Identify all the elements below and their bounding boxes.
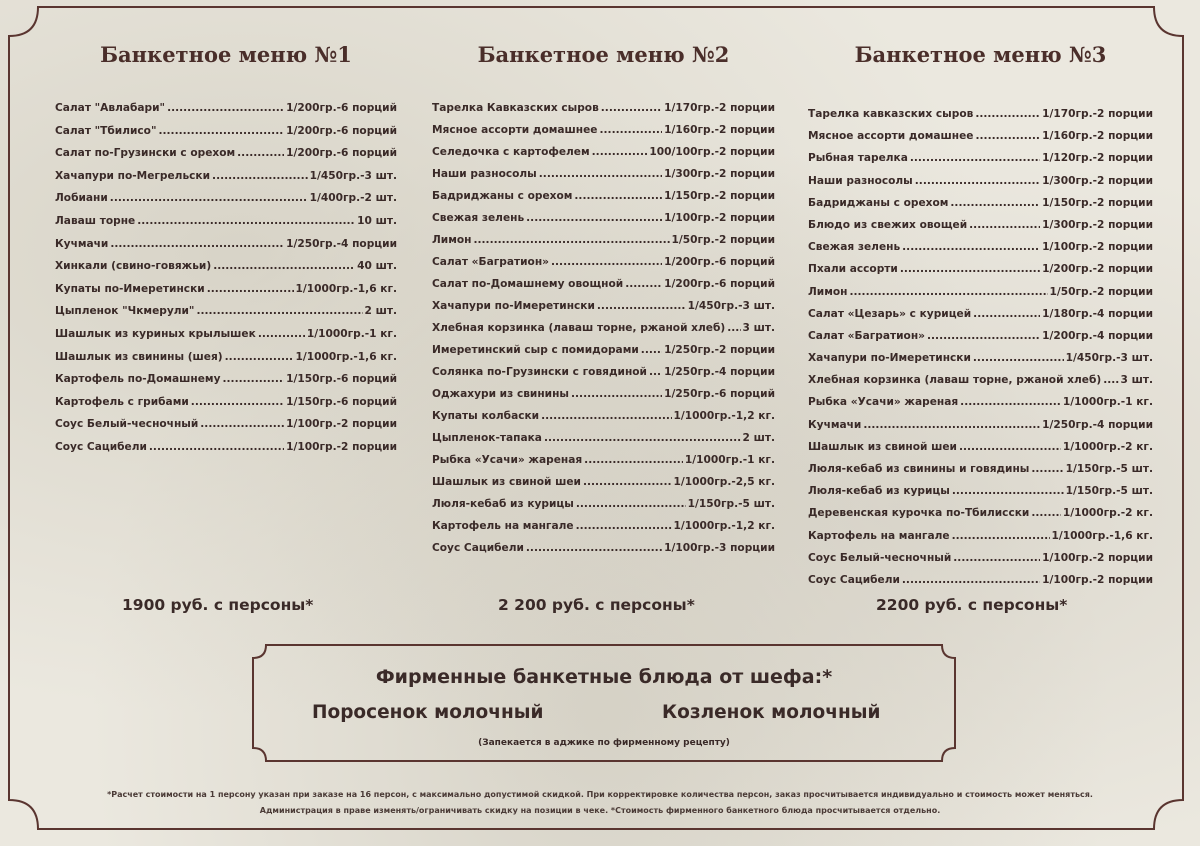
menu-item: Картофель с грибами ..... 1/150гр.-6 порций bbox=[55, 391, 397, 414]
menu-item: Рыбка «Усачи» жареная ..... 1/1000гр.-1 кг. bbox=[808, 391, 1153, 413]
menu-item: Мясное ассорти домашнее ..... 1/160гр.-2 порции bbox=[808, 125, 1153, 147]
menu-item: Хинкали (свино-говяжьи) ..... 40 шт. bbox=[55, 255, 397, 278]
menu-item: Картофель на мангале ..... 1/1000гр.-1,6 кг. bbox=[808, 525, 1153, 547]
menu-item: Люля-кебаб из курицы ..... 1/150гр.-5 шт. bbox=[432, 493, 775, 515]
menu-item: Салат по-Грузински с орехом ..... 1/200гр.-6 порций bbox=[55, 142, 397, 165]
menu-item: Лимон ..... 1/50гр.-2 порции bbox=[432, 229, 775, 251]
price-2: 2 200 руб. с персоны* bbox=[498, 596, 695, 614]
menu-item: Салат "Тбилисо" ..... 1/200гр.-6 порций bbox=[55, 120, 397, 143]
menu-item: Солянка по-Грузински с говядиной ..... 1/250гр.-4 порции bbox=[432, 361, 775, 383]
menu-item: Цыпленок-тапака ..... 2 шт. bbox=[432, 427, 775, 449]
menu-column-1 bbox=[55, 42, 397, 459]
chef-dish-2: Козленок молочный bbox=[662, 702, 881, 723]
menu-item: Купаты по-Имеретински ..... 1/1000гр.-1,6 кг. bbox=[55, 278, 397, 301]
footnote-line-1: *Расчет стоимости на 1 персону указан при заказе на 16 персон, с максимально допустимой скидкой. При корректировке количества персон, заказ просчитывается индивидуально и стоимость может меняться. bbox=[107, 790, 1093, 799]
menu-item: Имеретинский сыр с помидорами ..... 1/250гр.-2 порции bbox=[432, 339, 775, 361]
chef-specials-box bbox=[252, 644, 956, 762]
chef-dish-1: Поросенок молочный bbox=[312, 702, 544, 723]
menu-item: Рыбная тарелка ..... 1/120гр.-2 порции bbox=[808, 147, 1153, 169]
menu-item: Селедочка с картофелем ..... 100/100гр.-2 порции bbox=[432, 141, 775, 163]
menu-item: Кучмачи ..... 1/250гр.-4 порции bbox=[808, 414, 1153, 436]
menu-item: Тарелка Кавказских сыров ..... 1/170гр.-2 порции bbox=[432, 97, 775, 119]
price-1: 1900 руб. с персоны* bbox=[122, 596, 314, 614]
menu-item: Кучмачи ..... 1/250гр.-4 порции bbox=[55, 233, 397, 256]
menu-item: Бадриджаны с орехом ..... 1/150гр.-2 порции bbox=[432, 185, 775, 207]
menu-item: Свежая зелень ..... 1/100гр.-2 порции bbox=[432, 207, 775, 229]
menu-item: Наши разносолы ..... 1/300гр.-2 порции bbox=[808, 170, 1153, 192]
menu-item: Лимон ..... 1/50гр.-2 порции bbox=[808, 281, 1153, 303]
menu-item: Соус Белый-чесночный ..... 1/100гр.-2 порции bbox=[55, 413, 397, 436]
menu-title-2: Банкетное меню №2 bbox=[477, 42, 730, 67]
chef-specials-title: Фирменные банкетные блюда от шефа:* bbox=[375, 666, 833, 688]
menu-title-1: Банкетное меню №1 bbox=[100, 42, 352, 67]
menu-item: Лаваш торне ..... 10 шт. bbox=[55, 210, 397, 233]
menu-items-1 bbox=[55, 97, 397, 459]
menu-item: Шашлык из куриных крылышек ..... 1/1000гр.-1 кг. bbox=[55, 323, 397, 346]
menu-item: Картофель на мангале ..... 1/1000гр.-1,2 кг. bbox=[432, 515, 775, 537]
menu-item: Свежая зелень ..... 1/100гр.-2 порции bbox=[808, 236, 1153, 258]
menu-item: Шашлык из свинины (шея) ..... 1/1000гр.-1,6 кг. bbox=[55, 346, 397, 369]
menu-item: Салат «Багратион» ..... 1/200гр.-4 порции bbox=[808, 325, 1153, 347]
menu-item: Салат "Авлабари" ..... 1/200гр.-6 порций bbox=[55, 97, 397, 120]
price-3: 2200 руб. с персоны* bbox=[876, 596, 1068, 614]
menu-item: Салат «Цезарь» с курицей ..... 1/180гр.-4 порции bbox=[808, 303, 1153, 325]
menu-item: Соус Белый-чесночный ..... 1/100гр.-2 порции bbox=[808, 547, 1153, 569]
menu-item: Оджахури из свинины ..... 1/250гр.-6 порций bbox=[432, 383, 775, 405]
menu-column-3 bbox=[808, 42, 1153, 591]
menu-items-2 bbox=[432, 97, 775, 559]
menu-item: Картофель по-Домашнему ..... 1/150гр.-6 порций bbox=[55, 368, 397, 391]
menu-item: Соус Сацибели ..... 1/100гр.-2 порции bbox=[808, 569, 1153, 591]
menu-item: Деревенская курочка по-Тбилисски ..... 1/1000гр.-2 кг. bbox=[808, 502, 1153, 524]
menu-item: Шашлык из свиной шеи ..... 1/1000гр.-2,5 кг. bbox=[432, 471, 775, 493]
menu-item: Тарелка кавказских сыров ..... 1/170гр.-2 порции bbox=[808, 103, 1153, 125]
menu-item: Хачапури по-Мегрельски ..... 1/450гр.-3 шт. bbox=[55, 165, 397, 188]
menu-item: Наши разносолы ..... 1/300гр.-2 порции bbox=[432, 163, 775, 185]
menu-item: Хачапури по-Имеретински ..... 1/450гр.-3 шт. bbox=[808, 347, 1153, 369]
menu-item: Пхали ассорти ..... 1/200гр.-2 порции bbox=[808, 258, 1153, 280]
menu-item: Шашлык из свиной шеи ..... 1/1000гр.-2 кг. bbox=[808, 436, 1153, 458]
menu-column-2 bbox=[432, 42, 775, 559]
chef-specials-note: (Запекается в аджике по фирменному рецепту) bbox=[478, 738, 730, 748]
menu-title-3: Банкетное меню №3 bbox=[854, 42, 1107, 67]
menu-item: Хачапури по-Имеретински ..... 1/450гр.-3 шт. bbox=[432, 295, 775, 317]
menu-item: Салат по-Домашнему овощной ..... 1/200гр.-6 порций bbox=[432, 273, 775, 295]
menu-items-3 bbox=[808, 103, 1153, 591]
menu-item: Мясное ассорти домашнее ..... 1/160гр.-2 порции bbox=[432, 119, 775, 141]
menu-item: Люля-кебаб из свинины и говядины ..... 1/150гр.-5 шт. bbox=[808, 458, 1153, 480]
menu-item: Соус Сацибели ..... 1/100гр.-3 порции bbox=[432, 537, 775, 559]
menu-item: Блюдо из свежих овощей ..... 1/300гр.-2 порции bbox=[808, 214, 1153, 236]
menu-item: Хлебная корзинка (лаваш торне, ржаной хлеб) ..... 3 шт. bbox=[808, 369, 1153, 391]
menu-item: Цыпленок "Чкмерули" ..... 2 шт. bbox=[55, 300, 397, 323]
menu-item: Соус Сацибели ..... 1/100гр.-2 порции bbox=[55, 436, 397, 459]
menu-item: Купаты колбаски ..... 1/1000гр.-1,2 кг. bbox=[432, 405, 775, 427]
menu-item: Салат «Багратион» ..... 1/200гр.-6 порций bbox=[432, 251, 775, 273]
menu-item: Бадриджаны с орехом ..... 1/150гр.-2 порции bbox=[808, 192, 1153, 214]
footnote-line-2: Администрация в праве изменять/ограничивать скидку на позиции в чеке. *Стоимость фирменного банкетного блюда просчитывается отдельно. bbox=[259, 806, 941, 815]
menu-item: Хлебная корзинка (лаваш торне, ржаной хлеб) ..... 3 шт. bbox=[432, 317, 775, 339]
menu-item: Рыбка «Усачи» жареная ..... 1/1000гр.-1 кг. bbox=[432, 449, 775, 471]
menu-item: Люля-кебаб из курицы ..... 1/150гр.-5 шт. bbox=[808, 480, 1153, 502]
menu-item: Лобиани ..... 1/400гр.-2 шт. bbox=[55, 187, 397, 210]
